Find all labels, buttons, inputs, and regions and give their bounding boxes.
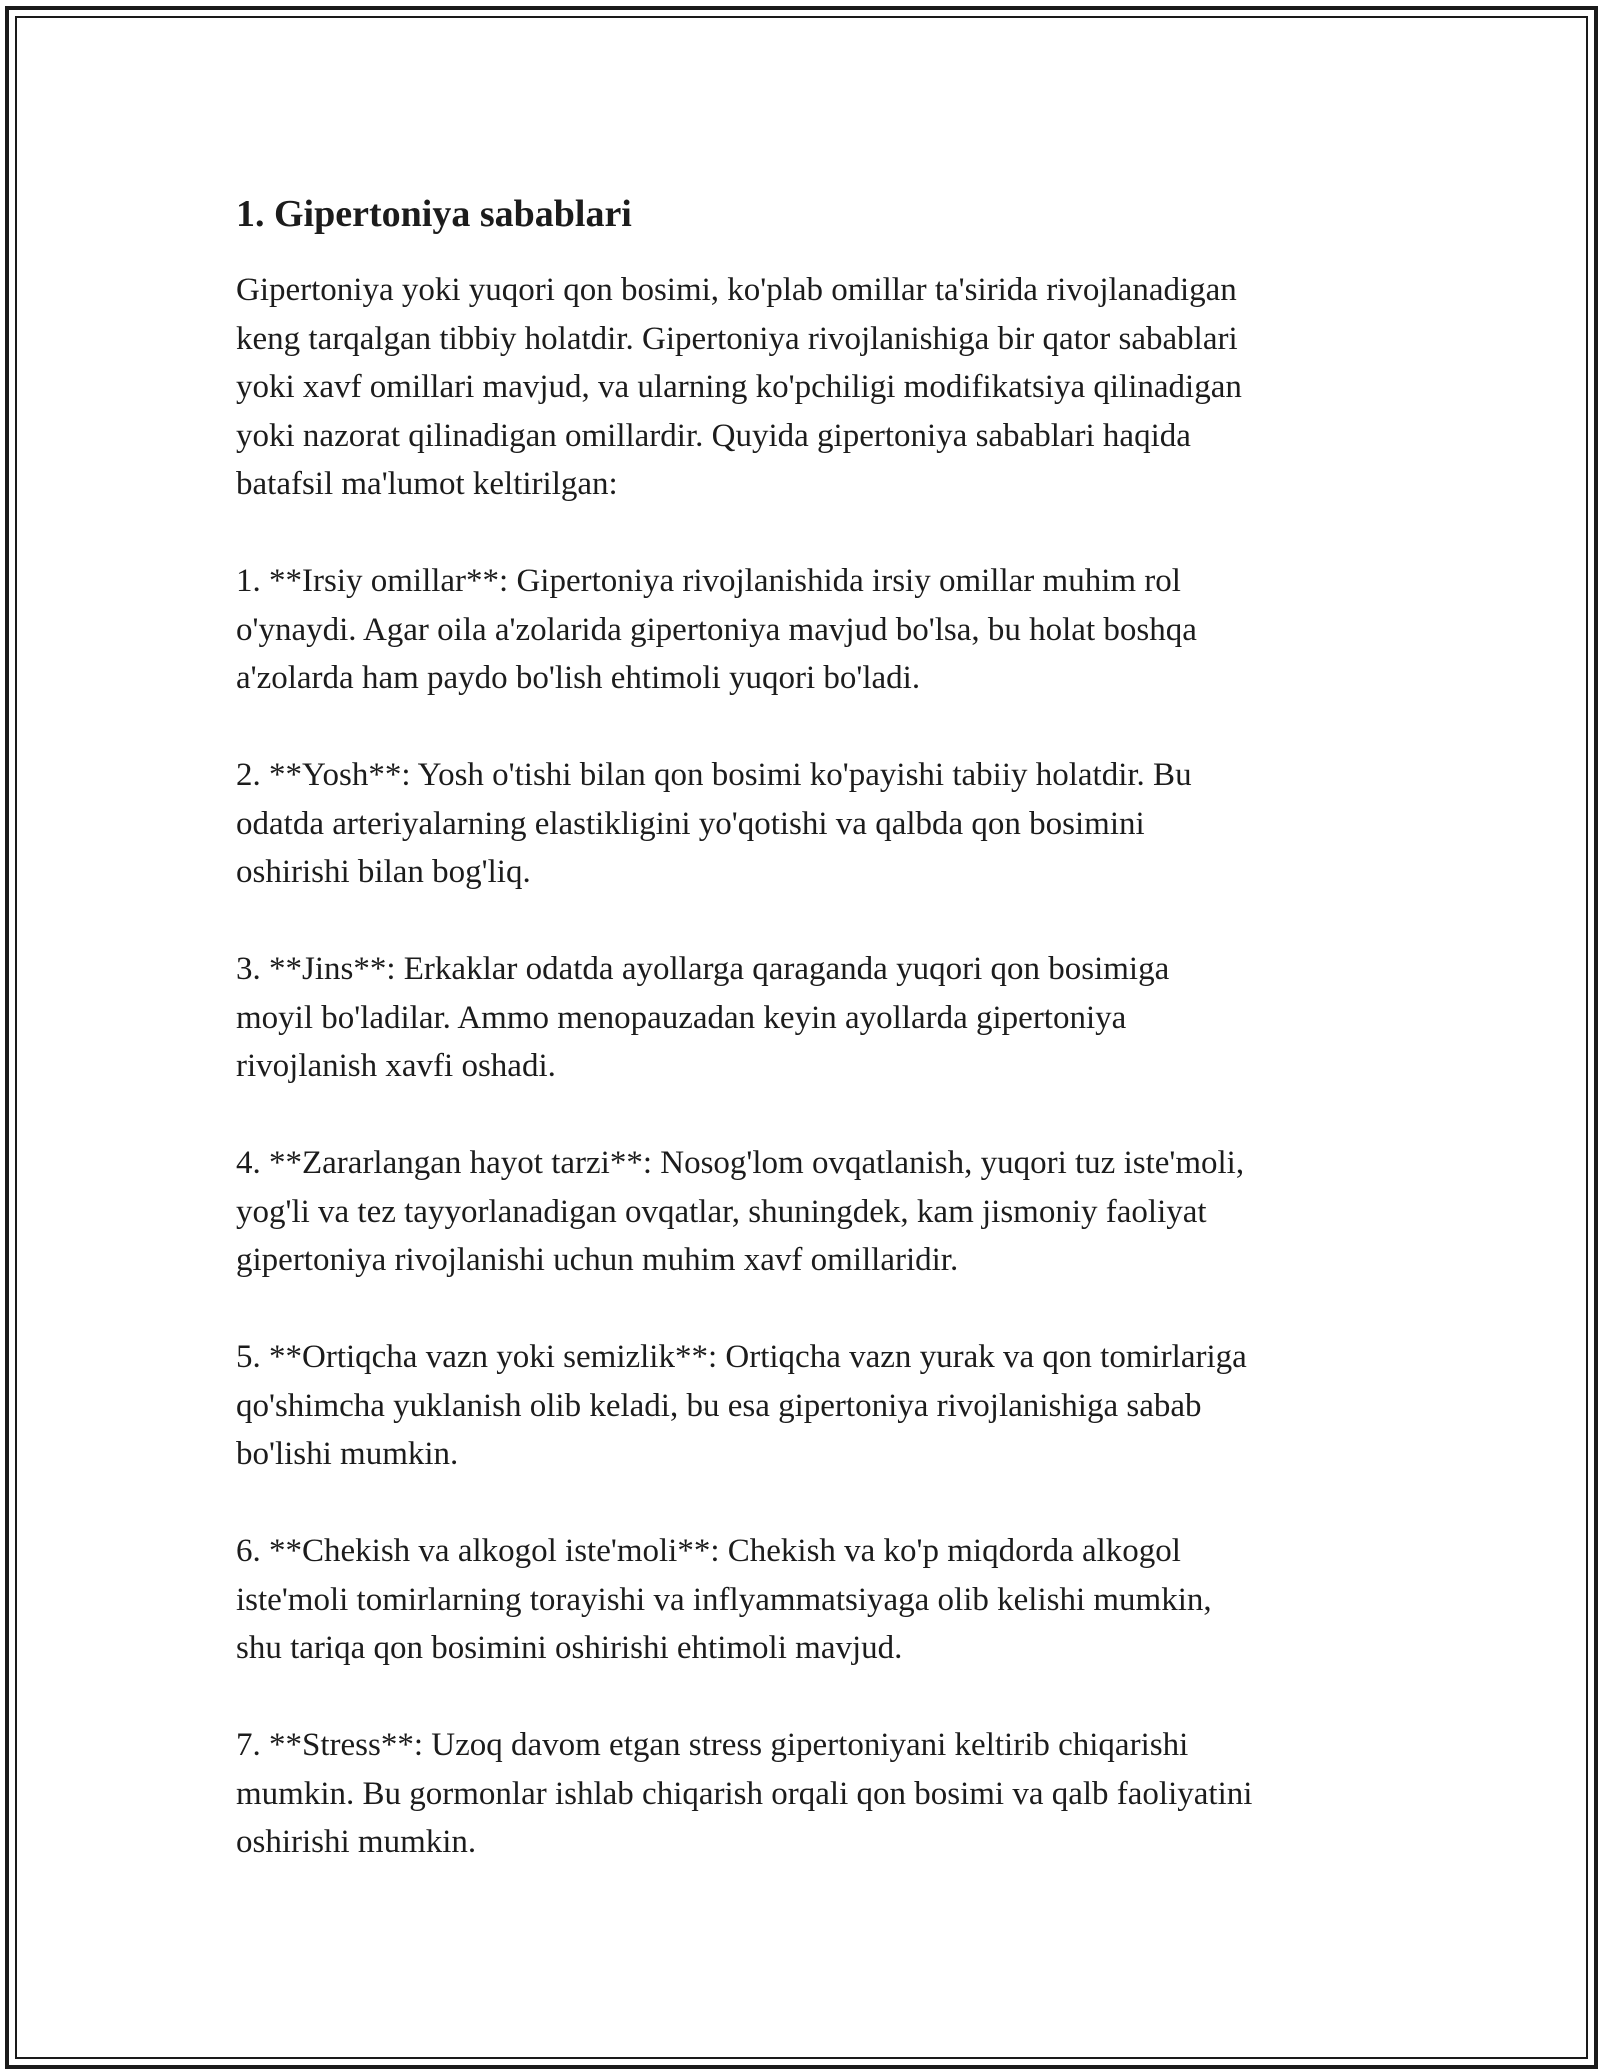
list-item-irsiy-omillar: 1. **Irsiy omillar**: Gipertoniya rivojlanishida irsiy omillar muhim rol o'ynaydi. Agar oila a'zolarida gipertoniya mavjud bo'lsa, bu holat boshqa a'zolarda ham paydo bo'lish ehtimoli yuqori bo'ladi.: [236, 563, 1197, 696]
list-item-hayot-tarzi: 4. **Zararlangan hayot tarzi**: Nosog'lom ovqatlanish, yuqori tuz iste'moli, yog'li va tez tayyorlanadigan ovqatlar, shuningdek, kam jismoniy faoliyat gipertoniya rivojlanishi uchun muhim xavf omillaridir.: [236, 1145, 1245, 1278]
list-item-chekish-alkogol: 6. **Chekish va alkogol iste'moli**: Chekish va ko'p miqdorda alkogol iste'moli tomirlarning torayishi va inflyammatsiyaga olib kelishi mumkin, shu tariqa qon bosimini oshirishi ehtimoli mavjud.: [236, 1533, 1212, 1666]
list-item-stress: 7. **Stress**: Uzoq davom etgan stress gipertoniyani keltirib chiqarishi mumkin. Bu gormonlar ishlab chiqarish orqali qon bosimi va qalb faoliyatini oshirishi mumkin.: [236, 1727, 1253, 1860]
document-body: [236, 188, 1396, 1915]
document-title: 1. Gipertoniya sabablari: [236, 193, 632, 235]
list-item-yosh: 2. **Yosh**: Yosh o'tishi bilan qon bosimi ko'payishi tabiiy holatdir. Bu odatda arteriyalarning elastikligini yo'qotishi va qalbda qon bosimini oshirishi bilan bog'liq.: [236, 757, 1192, 890]
list-item-jins: 3. **Jins**: Erkaklar odatda ayollarga qaraganda yuqori qon bosimiga moyil bo'ladilar. Ammo menopauzadan keyin ayollarda gipertoniya rivojlanish xavfi oshadi.: [236, 951, 1170, 1084]
intro-paragraph: Gipertoniya yoki yuqori qon bosimi, ko'plab omillar ta'sirida rivojlanadigan keng tarqalgan tibbiy holatdir. Gipertoniya rivojlanishiga bir qator sabablari yoki xavf omillari mavjud, va ularning ko'pchiligi modifikatsiya qilinadigan yoki nazorat qilinadigan omillardir. Quyida gipertoniya sabablari haqida batafsil ma'lumot keltirilgan:: [236, 272, 1242, 502]
list-item-ortiqcha-vazn: 5. **Ortiqcha vazn yoki semizlik**: Ortiqcha vazn yurak va qon tomirlariga qo'shimcha yuklanish olib keladi, bu esa gipertoniya rivojlanishiga sabab bo'lishi mumkin.: [236, 1339, 1247, 1472]
